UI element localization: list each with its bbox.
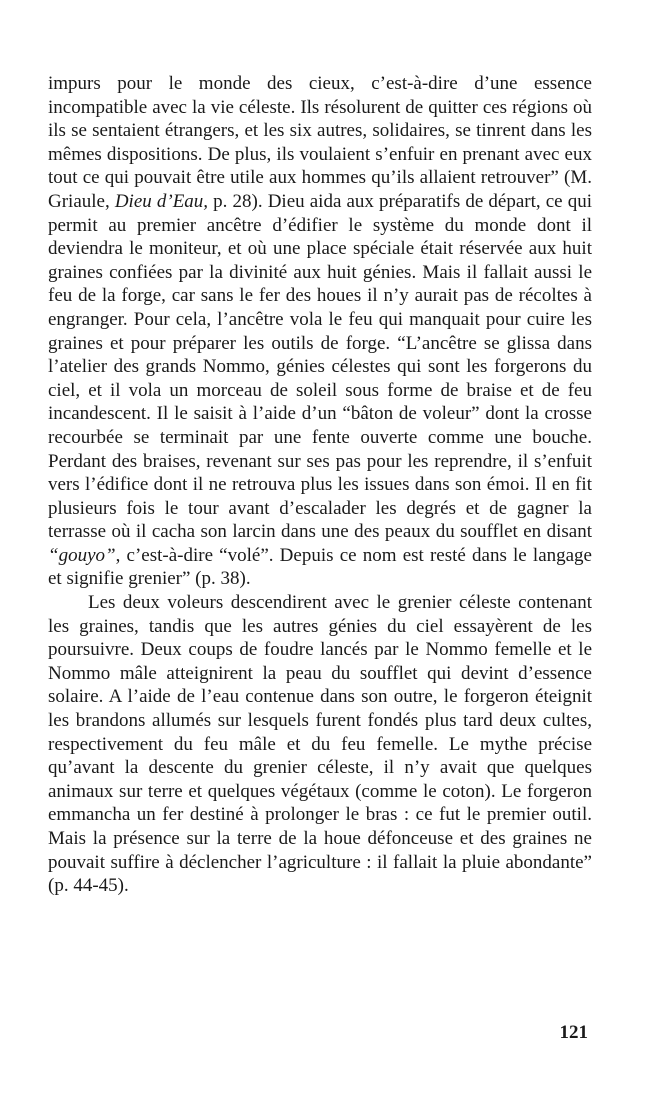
paragraph-2 [48,591,592,898]
book-title: Dieu d’Eau, [114,190,209,212]
text-segment: p. 28). Dieu aida aux préparatifs de départ, ce qui permit au premier ancêtre d’édifier le système du monde dont il deviendra le moniteur, et où une place spéciale était réservée aux huit graines confiées par la divinité aux huit génies. Mais il fallait aussi le feu de la forge, car sans le fer des houes il n’y aurait pas de récoltes à engranger. Pour cela, l’ancêtre vola le feu qui manquait pour cuire les graines et pour préparer les outils de forge. “L’ancêtre se glissa dans l’atelier des grands Nommo, génies célestes qui sont les forgerons du ciel, et il vola un morceau de soleil sous forme de braise et de feu incandescent. Il le saisit à l’aide d’un “bâton de voleur” dont la crosse recourbée se terminait par une fente ouverte comme une bouche. Perdant des braises, revenant sur ses pas pour les reprendre, il s’enfuit vers l’édifice dont il ne retrouva plus les issues dans son émoi. Il en fit plusieurs fois le tour avant d’escalader les degrés et de gagner la terrasse où il cacha son larcin dans une des peaux du soufflet en disant [48,190,592,543]
text-segment: , c’est-à-dire “volé”. Depuis ce nom est resté dans le langage et signifie grenier” (p. 38). [48,544,592,590]
text-segment: Les deux voleurs descendirent avec le grenier céleste contenant les graines, tandis que les autres génies du ciel essayèrent de les poursuivre. Deux coups de foudre lancés par le Nommo femelle et le Nommo mâle atteignirent la peau du soufflet qui devint d’essence solaire. A l’aide de l’eau contenue dans son outre, le forgeron éteignit les brandons allumés sur lesquels furent fondés plus tard deux cultes, respectivement du feu mâle et du feu femelle. Le mythe précise qu’avant la descente du grenier céleste, il n’y avait que quelques animaux sur terre et quelques végétaux (comme le coton). Le forgeron emmancha un fer destiné à prolonger le bras : ce fut le premier outil. Mais la présence sur la terre de la houe défonceuse et des graines ne pouvait suffire à déclencher l’agriculture : il fallait la pluie abondante” (p. 44-45). [48,592,592,897]
page-body [48,72,592,898]
text-segment: impurs pour le monde des cieux, c’est-à-dire d’une essence incompatible avec la vie céleste. Ils résolurent de quitter ces régions où ils se sentaient étrangers, et les six autres, solidaires, se tinrent dans les mêmes dispositions. De plus, ils voulaient s’enfuir en prenant avec eux tout ce qui pouvait être utile aux hommes qu’ils allaient retrouver” (M. Griaule, [48,73,592,212]
paragraph-1 [48,72,592,591]
page-number: 121 [559,1022,588,1043]
quoted-word: “gouyo” [48,544,116,566]
